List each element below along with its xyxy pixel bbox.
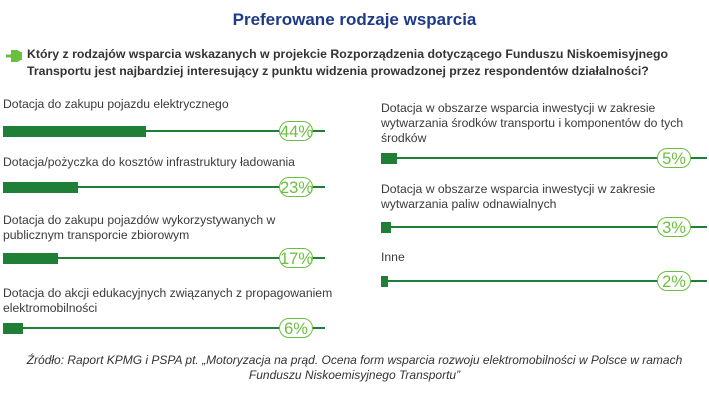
category-label: Dotacja do akcji edukacyjnych związanych z propagowaniem elektromobilności <box>3 286 333 315</box>
category-label: Dotacja/pożyczka do kosztów infrastruktury ładowania <box>3 155 295 169</box>
bar <box>3 182 78 193</box>
category-label: Dotacja do zakupu pojazdu elektrycznego <box>3 97 229 111</box>
bar <box>3 126 146 137</box>
bar <box>381 153 397 164</box>
bar <box>3 253 58 264</box>
bar <box>381 222 391 233</box>
source-note: Źródło: Raport KPMG i PSPA pt. „Motoryzacja na prąd. Ocena form wsparcia rozwoju elektromobilności w Polsce w ramach Funduszu Niskoemisyjnego Transportu” <box>26 353 683 382</box>
value-label: 44% <box>280 123 314 141</box>
bar <box>3 323 23 334</box>
value-label: 2% <box>657 271 691 291</box>
chart-title: Preferowane rodzaje wsparcia <box>232 10 477 29</box>
category-label: Dotacja do zakupu pojazdów wykorzystywanych w publicznym transporcie zbiorowym <box>3 213 276 242</box>
bar <box>381 276 388 287</box>
bar-track <box>3 327 325 329</box>
category-label: Dotacja w obszarze wsparcia inwestycji w zakresie wytwarzania środków transportu i komponentów do tych środków <box>381 101 684 145</box>
value-label: 3% <box>657 217 691 237</box>
value-label: 6% <box>279 318 313 338</box>
category-label: Inne <box>381 250 405 264</box>
value-label: 23% <box>280 179 314 197</box>
category-label: Dotacja w obszarze wsparcia inwestycji w zakresie wytwarzania paliw odnawialnych <box>381 182 656 211</box>
value-label: 17% <box>280 250 314 268</box>
plug-icon <box>6 49 22 63</box>
value-label: 5% <box>657 148 691 168</box>
survey-question: Który z rodzajów wsparcia wskazanych w projekcie Rozporządzenia dotyczącego Funduszu Niskoemisyjnego Transportu jest najbardziej interesujący z punktu widzenia prowadzonej przez respondentów działalności? <box>27 47 668 78</box>
